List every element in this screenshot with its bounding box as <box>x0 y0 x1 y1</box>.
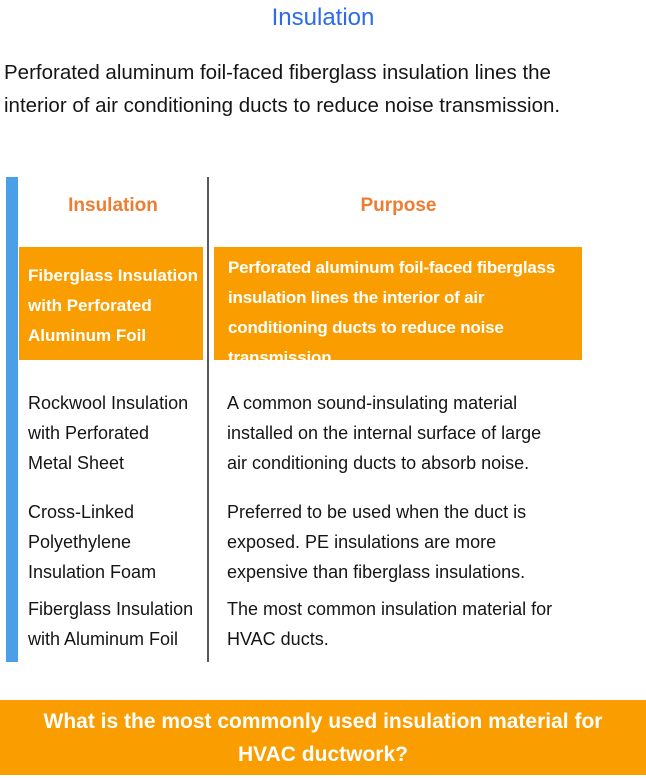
column-header-insulation: Insulation <box>68 195 158 216</box>
intro-paragraph: Perforated aluminum foil-faced fiberglass insulation lines the interior of air conditioning ducts to reduce noise transmission. <box>4 61 561 117</box>
table-row <box>0 497 646 597</box>
purpose-cell: A common sound-insulating material installed on the internal surface of large air conditioning ducts to absorb noise. <box>227 393 542 473</box>
column-header-purpose: Purpose <box>360 195 437 216</box>
table-row <box>0 594 646 694</box>
page-title: Insulation <box>271 4 375 31</box>
highlighted-insulation-cell: Fiberglass Insulation with Perforated Aluminum Foil <box>19 247 203 360</box>
insulation-cell: Rockwool Insulation with Perforated Metal Sheet <box>28 393 189 473</box>
insulation-cell: Cross-Linked Polyethylene Insulation Foam <box>28 502 157 582</box>
insulation-cell: Fiberglass Insulation with Aluminum Foil <box>28 599 194 649</box>
highlighted-purpose-cell: Perforated aluminum foil-faced fiberglass insulation lines the interior of air conditioning ducts to reduce noise transmission. <box>214 247 582 360</box>
question-banner: What is the most commonly used insulation material for HVAC ductwork? <box>0 700 646 775</box>
insulation-table <box>0 177 646 662</box>
purpose-cell: The most common insulation material for HVAC ducts. <box>227 599 553 649</box>
table-row <box>0 388 646 488</box>
purpose-cell: Preferred to be used when the duct is exposed. PE insulations are more expensive than fiberglass insulations. <box>227 502 527 582</box>
